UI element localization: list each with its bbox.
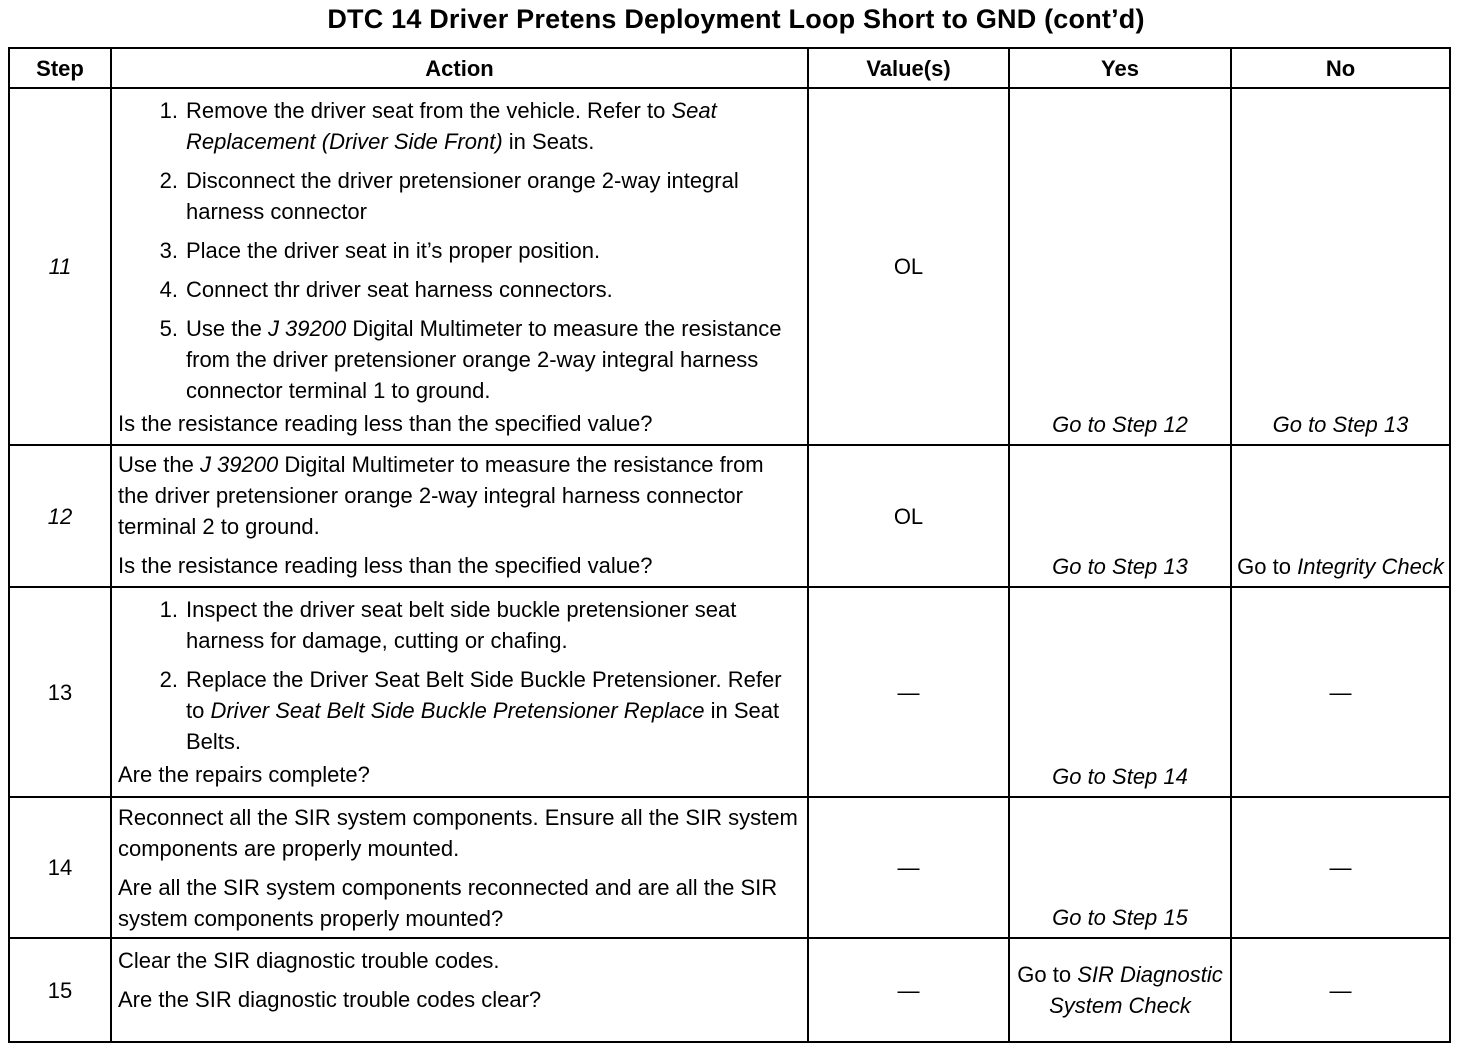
yes-cell: Go to Step 14	[1009, 587, 1231, 797]
table-row	[9, 797, 1450, 938]
yes-cell: Go to Step 15	[1009, 797, 1231, 938]
value-cell: —	[808, 587, 1009, 797]
action-steps	[118, 95, 799, 406]
action-step: 2. Disconnect the driver pretensioner orange 2-way integral harness connector	[159, 168, 739, 224]
page-title: DTC 14 Driver Pretens Deployment Loop Short to GND (cont’d)	[327, 4, 1145, 34]
action-step: 5. Use the J 39200 Digital Multimeter to measure the resistance from the driver pretensioner orange 2-way integral harness connector terminal 1 to ground.	[159, 316, 782, 403]
table-row	[9, 445, 1450, 587]
action-cell	[111, 587, 808, 797]
action-steps	[118, 594, 799, 757]
step-number: 15	[9, 938, 111, 1042]
action-cell	[111, 797, 808, 938]
header-no: No	[1231, 48, 1450, 88]
value-cell: —	[808, 797, 1009, 938]
header-value: Value(s)	[808, 48, 1009, 88]
no-cell: —	[1231, 587, 1450, 797]
question-text: Are the SIR diagnostic trouble codes clear?	[118, 987, 542, 1012]
value-cell: OL	[808, 445, 1009, 587]
value-cell: —	[808, 938, 1009, 1042]
action-step: 1. Inspect the driver seat belt side buckle pretensioner seat harness for damage, cutting or chafing.	[159, 597, 737, 653]
step-number: 11	[9, 88, 111, 445]
table-header-row	[9, 48, 1450, 88]
step-number: 14	[9, 797, 111, 938]
action-step: 2. Replace the Driver Seat Belt Side Buckle Pretensioner. Refer to Driver Seat Belt Side Buckle Pretensioner Replace in Seat Belts.	[159, 667, 782, 754]
question-text: Is the resistance reading less than the specified value?	[118, 553, 653, 578]
action-step: 3. Place the driver seat in it’s proper position.	[159, 238, 601, 263]
action-text: Use the J 39200 Digital Multimeter to measure the resistance from the driver pretensioner orange 2-way integral harness connector terminal 2 to ground.	[118, 452, 764, 539]
header-action: Action	[111, 48, 808, 88]
table-row	[9, 88, 1450, 445]
action-text: Reconnect all the SIR system components. Ensure all the SIR system components are properly mounted.	[118, 805, 798, 861]
no-cell: —	[1231, 797, 1450, 938]
step-number: 12	[9, 445, 111, 587]
header-yes: Yes	[1009, 48, 1231, 88]
yes-cell: Go to Step 12	[1009, 88, 1231, 445]
no-cell: —	[1231, 938, 1450, 1042]
value-cell: OL	[808, 88, 1009, 445]
header-step: Step	[9, 48, 111, 88]
table-row	[9, 587, 1450, 797]
table-row	[9, 938, 1450, 1042]
action-cell	[111, 88, 808, 445]
action-step: 1. Remove the driver seat from the vehicle. Refer to Seat Replacement (Driver Side Front) in Seats.	[159, 98, 717, 154]
action-cell	[111, 938, 808, 1042]
step-number: 13	[9, 587, 111, 797]
action-cell	[111, 445, 808, 587]
diagnostic-table	[8, 47, 1451, 1043]
action-step: 4. Connect thr driver seat harness connectors.	[159, 277, 613, 302]
no-cell: Go to Step 13	[1231, 88, 1450, 445]
question-text: Are the repairs complete?	[118, 762, 370, 787]
no-cell: Go to Integrity Check	[1231, 445, 1450, 587]
yes-cell: Go to Step 13	[1009, 445, 1231, 587]
yes-cell: Go to SIR Diagnostic System Check	[1009, 938, 1231, 1042]
action-text: Clear the SIR diagnostic trouble codes.	[118, 948, 500, 973]
question-text: Are all the SIR system components reconnected and are all the SIR system components properly mounted?	[118, 875, 778, 931]
question-text: Is the resistance reading less than the specified value?	[118, 411, 653, 436]
